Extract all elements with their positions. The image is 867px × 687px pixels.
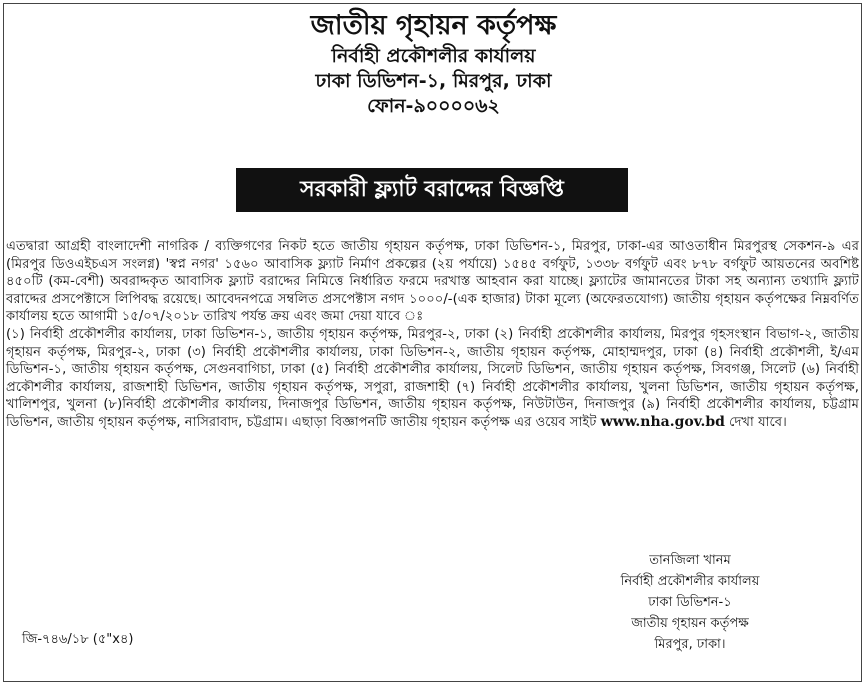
notice-body: [6, 238, 859, 432]
signatory-name: তানজিলা খানম: [649, 553, 731, 568]
body-paragraph-2-end: দেখা যাবে।: [729, 414, 787, 430]
phone-number: ফোন-৯০০০০৬২: [367, 95, 500, 117]
signatory-location: মিরপুর, ঢাকা।: [654, 637, 726, 652]
reference-number: জি-৭৪৬/১৮ (৫"x৪): [22, 632, 134, 647]
office-list: (১) নির্বাহী প্রকৌশলীর কার্যালয়, ঢাকা ডিভিশন-১, জাতীয় গৃহায়ন কর্তৃপক্ষ, মিরপুর-২, ঢাকা (২) নির্বাহী প্রকৌশলীর কার্যালয়, মিরপুর গৃহসংস্থান বিভাগ-২, জাতীয় গৃহায়ন কর্তৃপক্ষ, মিরপুর-২, ঢাকা (৩) নির্বাহী প্রকৌশলীর কার্যালয়, ঢাকা ডিভিশন-২, জাতীয় গৃহায়ন কর্তৃপক্ষ, মোহাম্মদপুর, ঢাকা (৪) নির্বাহী প্রকৌশলী, ই/এম ডিভিশন-১, জাতীয় গৃহায়ন কর্তৃপক্ষ, সেগুনবাগিচা, ঢাকা (৫) নির্বাহী প্রকৌশলীর কার্যালয়, সিলেট ডিভিশন, জাতীয় গৃহায়ন কর্তৃপক্ষ, সিবগঞ্জ, সিলেট (৬) নির্বাহী প্রকৌশলীর কার্যালয়, রাজশাহী ডিভিশন, জাতীয় গৃহায়ন কর্তৃপক্ষ, সপুরা, রাজশাহী (৭) নির্বাহী প্রকৌশলীর কার্যালয়, খুলনা ডিভিশন, জাতীয় গৃহায়ন কর্তৃপক্ষ, খালিশপুর, খুলনা (৮)নির্বাহী প্রকৌশলীর কার্যালয়, দিনাজপুর ডিভিশন, জাতীয় গৃহায়ন কর্তৃপক্ষ, নিউটাউন, দিনাজপুর (৯) নির্বাহী প্রকৌশলীর কার্যালয়, চট্টগ্রাম ডিভিশন, জাতীয় গৃহায়ন কর্তৃপক্ষ, নাসিরাবাদ, চট্টগ্রাম। এছাড়া বিজ্ঞাপনটি জাতীয় গৃহায়ন কর্তৃপক্ষ এর ওয়েব সাইট: [6, 326, 859, 430]
body-paragraph-1: এতদ্বারা আগ্রহী বাংলাদেশী নাগরিক / ব্যক্তিগণের নিকট হতে জাতীয় গৃহায়ন কর্তৃপক্ষ, ঢাকা ডিভিশন-১, মিরপুর, ঢাকা-এর আওতাধীন মিরপুরস্থ সেকশন-৯ এর (মিরপুর ডিওএইচএস সংলগ্ন) 'স্বপ্ন নগর' ১৫৬০ আবাসিক ফ্ল্যাট নির্মাণ প্রকল্পের (২য় পর্যায়ে) ১৫৪৫ বর্গফুট, ১৩৩৮ বর্গফুট এবং ৮৭৮ বর্গফুট আয়তনের অবশিষ্ট ৪৫০টি (কম-বেশী) অবরাদ্দকৃত আবাসিক ফ্ল্যাট বরাদ্দের নিমিত্তে নির্ধারিত ফরমে দরখাস্ত আহবান করা যাচ্ছে। ফ্ল্যাটের জামানতের টাকা সহ অন্যান্য তথ্যাদি ফ্ল্যাট বরাদ্দের প্রসপেক্টাসে লিপিবদ্ধ রয়েছে। আবেদনপত্রে সম্বলিত প্রসপেক্টাস নগদ ১০০০/-(এক হাজার) টাকা মূল্যে (অফেরতযোগ্য) জাতীয় গৃহায়ন কর্তৃপক্ষের নিম্নবর্ণিত কার্যালয় হতে আগামী ১৫/০৭/২০১৮ তারিখ পর্যন্ত ক্রয় এবং জমা দেয়া যাবে ঃ: [6, 239, 859, 325]
signatory-office: নির্বাহী প্রকৌশলীর কার্যালয়: [620, 574, 760, 589]
authority-title: জাতীয় গৃহায়ন কর্তৃপক্ষ: [310, 10, 557, 41]
body-paragraph-2: [6, 326, 859, 432]
division-address: ঢাকা ডিভিশন-১, মিরপুর, ঢাকা: [315, 70, 552, 92]
office-name: নির্বাহী প্রকৌশলীর কার্যালয়: [331, 45, 536, 67]
website-link[interactable]: www.nha.gov.bd: [600, 413, 725, 430]
notice-header: [0, 8, 867, 119]
notice-banner: সরকারী ফ্ল্যাট বরাদ্দের বিজ্ঞপ্তি: [236, 168, 628, 212]
signature-block: [560, 550, 820, 655]
signatory-division: ঢাকা ডিভিশন-১: [648, 595, 732, 610]
signatory-authority: জাতীয় গৃহায়ন কর্তৃপক্ষ: [631, 616, 749, 631]
